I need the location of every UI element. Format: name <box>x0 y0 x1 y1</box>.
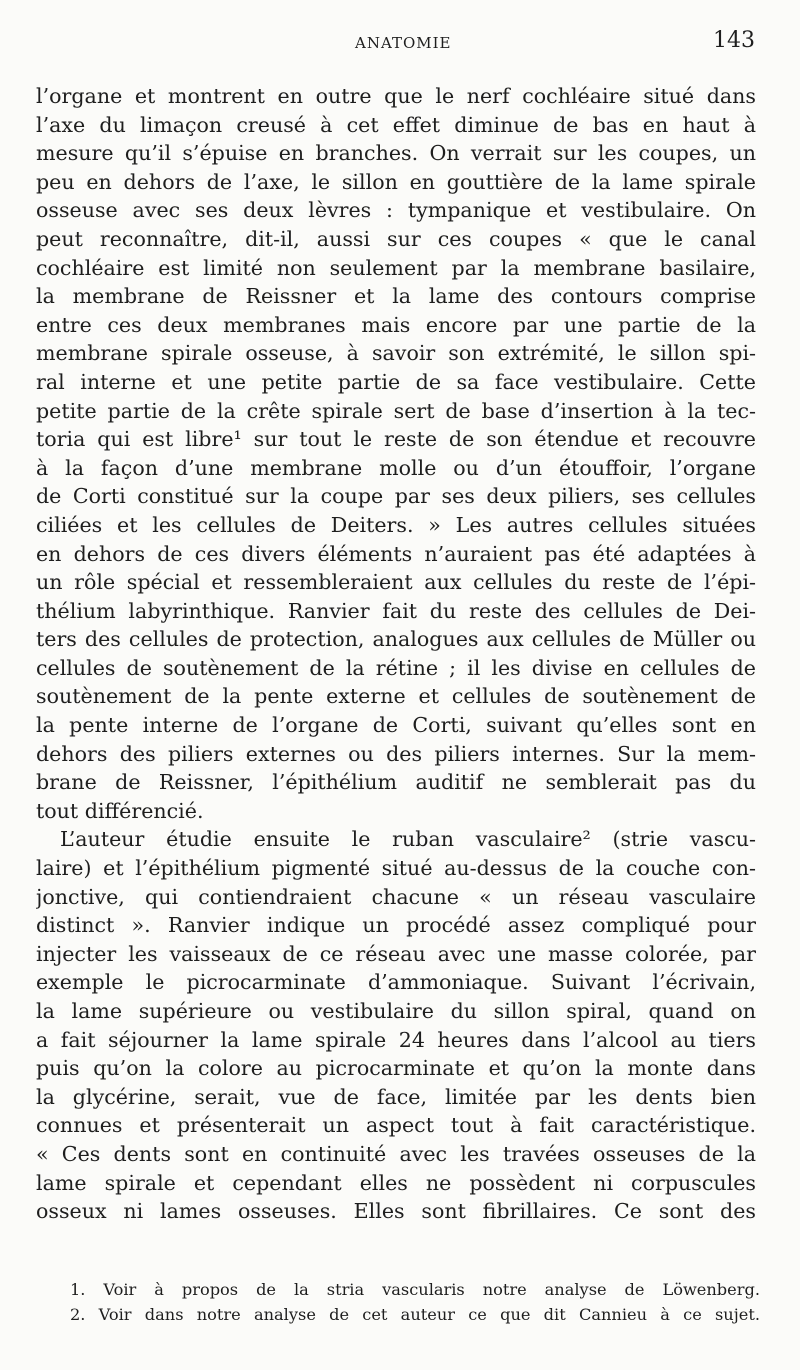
text-line: thélium labyrinthique. Ranvier fait du reste des cellules de Dei- <box>36 598 756 623</box>
text-line: lame spirale et cependant elles ne possèdent ni corpuscules <box>36 1170 756 1195</box>
text-line: la membrane de Reissner et la lame des contours comprise <box>36 284 756 309</box>
text-line: osseux ni lames osseuses. Elles sont fibrillaires. Ce sont des <box>36 1199 756 1224</box>
text-line: laire) et l’épithélium pigmenté situé au-dessus de la couche con- <box>36 856 756 881</box>
footnote-2: 2. Voir dans notre analyse de cet auteur ce que dit Cannieu à ce sujet. <box>70 1305 760 1324</box>
text-line: membrane spirale osseuse, à savoir son extrémité, le sillon spi- <box>36 341 756 366</box>
text-line: injecter les vaisseaux de ce réseau avec une masse colorée, par <box>36 941 756 966</box>
text-line: ciliées et les cellules de Deiters. » Les autres cellules situées <box>36 512 756 537</box>
text-line: a fait séjourner la lame spirale 24 heures dans l’alcool au tiers <box>36 1027 756 1052</box>
text-line: en dehors de ces divers éléments n’auraient pas été adaptées à <box>36 541 756 566</box>
text-line: exemple le picrocarminate d’ammoniaque. Suivant l’écrivain, <box>36 970 756 995</box>
running-title: ANATOMIE <box>355 34 452 52</box>
text-line: l’axe du limaçon creusé à cet effet diminue de bas en haut à <box>36 112 756 137</box>
text-line: la lame supérieure ou vestibulaire du sillon spiral, quand on <box>36 999 756 1023</box>
text-line: osseuse avec ses deux lèvres : tympanique et vestibulaire. On <box>36 198 756 223</box>
paragraph-end-line: tout différencié. <box>36 798 204 823</box>
text-line: toria qui est libre¹ sur tout le reste de son étendue et recouvre <box>36 427 756 452</box>
text-line: peut reconnaître, dit-il, aussi sur ces coupes « que le canal <box>36 226 756 251</box>
paragraph-start-line: L’auteur étudie ensuite le ruban vasculaire² (strie vascu- <box>60 827 756 852</box>
text-line: cochléaire est limité non seulement par la membrane basilaire, <box>36 255 756 280</box>
text-line: peu en dehors de l’axe, le sillon en gouttière de la lame spirale <box>36 169 756 194</box>
text-line: soutènement de la pente externe et cellules de soutènement de <box>36 684 756 709</box>
page-number: 143 <box>713 28 755 53</box>
text-line: la glycérine, serait, vue de face, limitée par les dents bien <box>36 1084 756 1109</box>
text-line: entre ces deux membranes mais encore par une partie de la <box>36 312 756 337</box>
text-line: cellules de soutènement de la rétine ; il les divise en cellules de <box>36 655 756 680</box>
text-line: ters des cellules de protection, analogues aux cellules de Müller ou <box>36 627 756 652</box>
text-line: un rôle spécial et ressembleraient aux cellules du reste de l’épi- <box>36 570 756 595</box>
footnotes <box>70 1277 760 1327</box>
text-line: de Corti constitué sur la coupe par ses deux piliers, ses cellules <box>36 484 756 509</box>
text-line: puis qu’on la colore au picrocarminate et qu’on la monte dans <box>36 1056 756 1081</box>
text-line: brane de Reissner, l’épithélium auditif ne semblerait pas du <box>36 770 756 795</box>
text-line: connues et présenterait un aspect tout à fait caractéristique. <box>36 1113 756 1138</box>
text-line: la pente interne de l’organe de Corti, suivant qu’elles sont en <box>36 713 756 738</box>
text-line: « Ces dents sont en continuité avec les travées osseuses de la <box>36 1141 756 1166</box>
text-line: dehors des piliers externes ou des piliers internes. Sur la mem- <box>36 741 756 766</box>
text-line: à la façon d’une membrane molle ou d’un étouffoir, l’organe <box>36 455 756 480</box>
text-line: ral interne et une petite partie de sa face vestibulaire. Cette <box>36 369 756 394</box>
text-line: distinct ». Ranvier indique un procédé assez compliqué pour <box>36 913 756 938</box>
text-line: jonctive, qui contiendraient chacune « un réseau vasculaire <box>36 884 756 909</box>
text-line: petite partie de la crête spirale sert de base d’insertion à la tec- <box>36 398 756 423</box>
body-text <box>36 82 756 1226</box>
running-head <box>0 28 800 62</box>
footnote-1: 1. Voir à propos de la stria vascularis notre analyse de Löwenberg. <box>70 1280 760 1299</box>
text-line: mesure qu’il s’épuise en branches. On verrait sur les coupes, un <box>36 141 756 166</box>
text-line: l’organe et montrent en outre que le nerf cochléaire situé dans <box>36 84 756 108</box>
